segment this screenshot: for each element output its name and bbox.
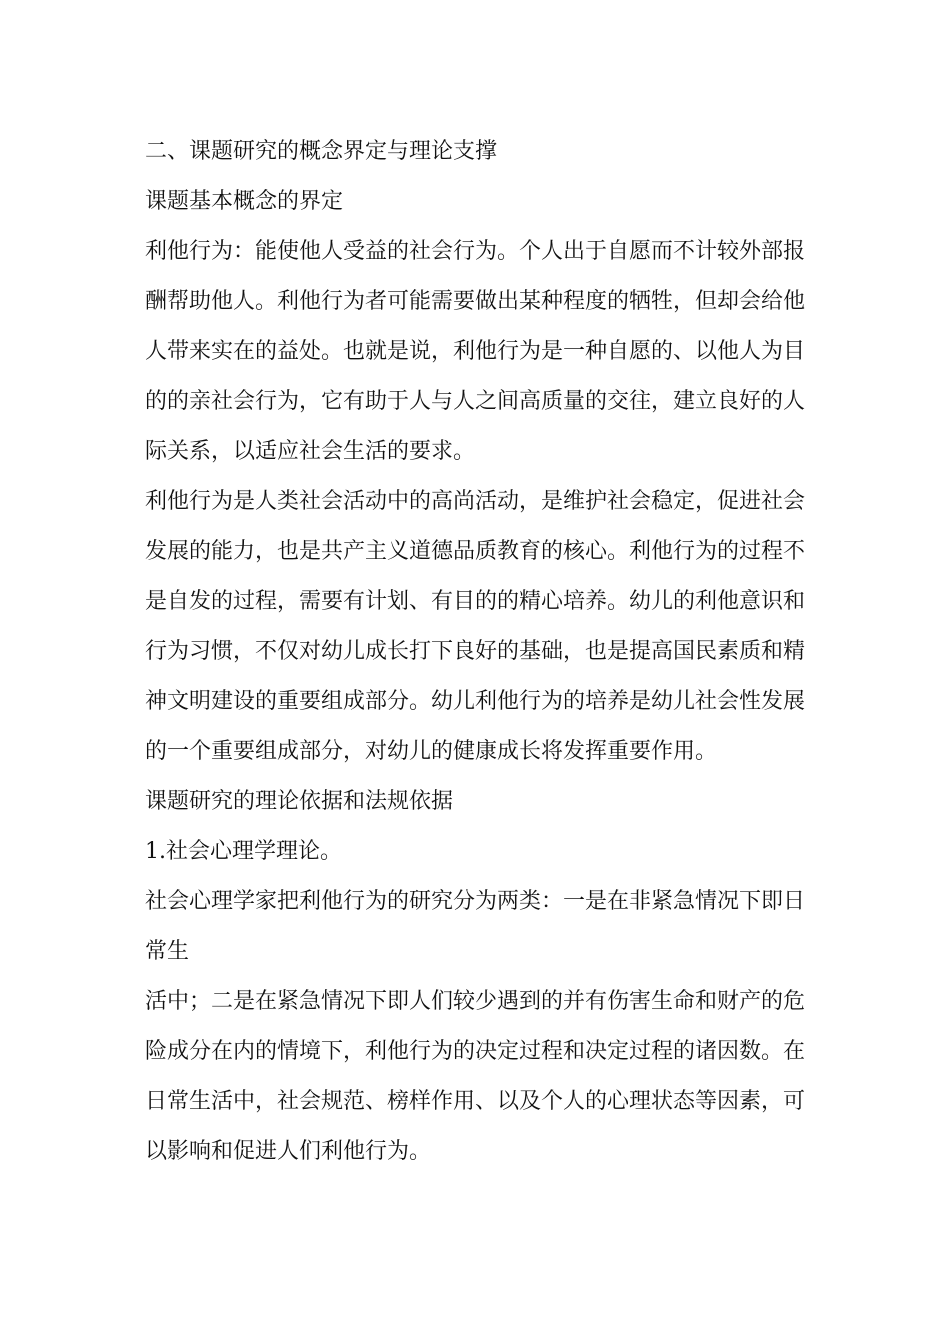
subheading-theory: 课题研究的理论依据和法规依据 — [145, 789, 454, 814]
paragraph-altruism-definition: 利他行为：能使他人受益的社会行为。个人出于自愿而不计较外部报酬帮助他人。利他行为者可能需要做出某种程度的牺牲，但却会给他人带来实在的益处。也就是说，利他行为是一种自愿的、以他人为目的的亲社会行为，它有助于人与人之间高质量的交往，建立良好的人际关系，以适应社会生活的要求。 — [145, 239, 806, 464]
subheading-concepts: 课题基本概念的界定 — [145, 189, 344, 214]
paragraph-altruism-importance: 利他行为是人类社会活动中的高尚活动，是维护社会稳定，促进社会发展的能力，也是共产主义道德品质教育的核心。利他行为的过程不是自发的过程，需要有计划、有目的的精心培养。幼儿的利他意识和行为习惯，不仅对幼儿成长打下良好的基础，也是提高国民素质和精神文明建设的重要组成部分。幼儿利他行为的培养是幼儿社会性发展的一个重要组成部分，对幼儿的健康成长将发挥重要作用。 — [145, 489, 806, 764]
item-1-paragraph-a: 社会心理学家把利他行为的研究分为两类：一是在非紧急情况下即日常生 — [145, 889, 806, 964]
document-body — [145, 127, 815, 1177]
section-heading: 二、课题研究的概念界定与理论支撑 — [145, 139, 498, 164]
item-1-paragraph-b: 活中；二是在紧急情况下即人们较少遇到的并有伤害生命和财产的危险成分在内的情境下，利他行为的决定过程和决定过程的诸因数。在日常生活中，社会规范、榜样作用、以及个人的心理状态等因素，可以影响和促进人们利他行为。 — [145, 989, 806, 1164]
item-1-title: 1.社会心理学理论。 — [145, 839, 342, 864]
